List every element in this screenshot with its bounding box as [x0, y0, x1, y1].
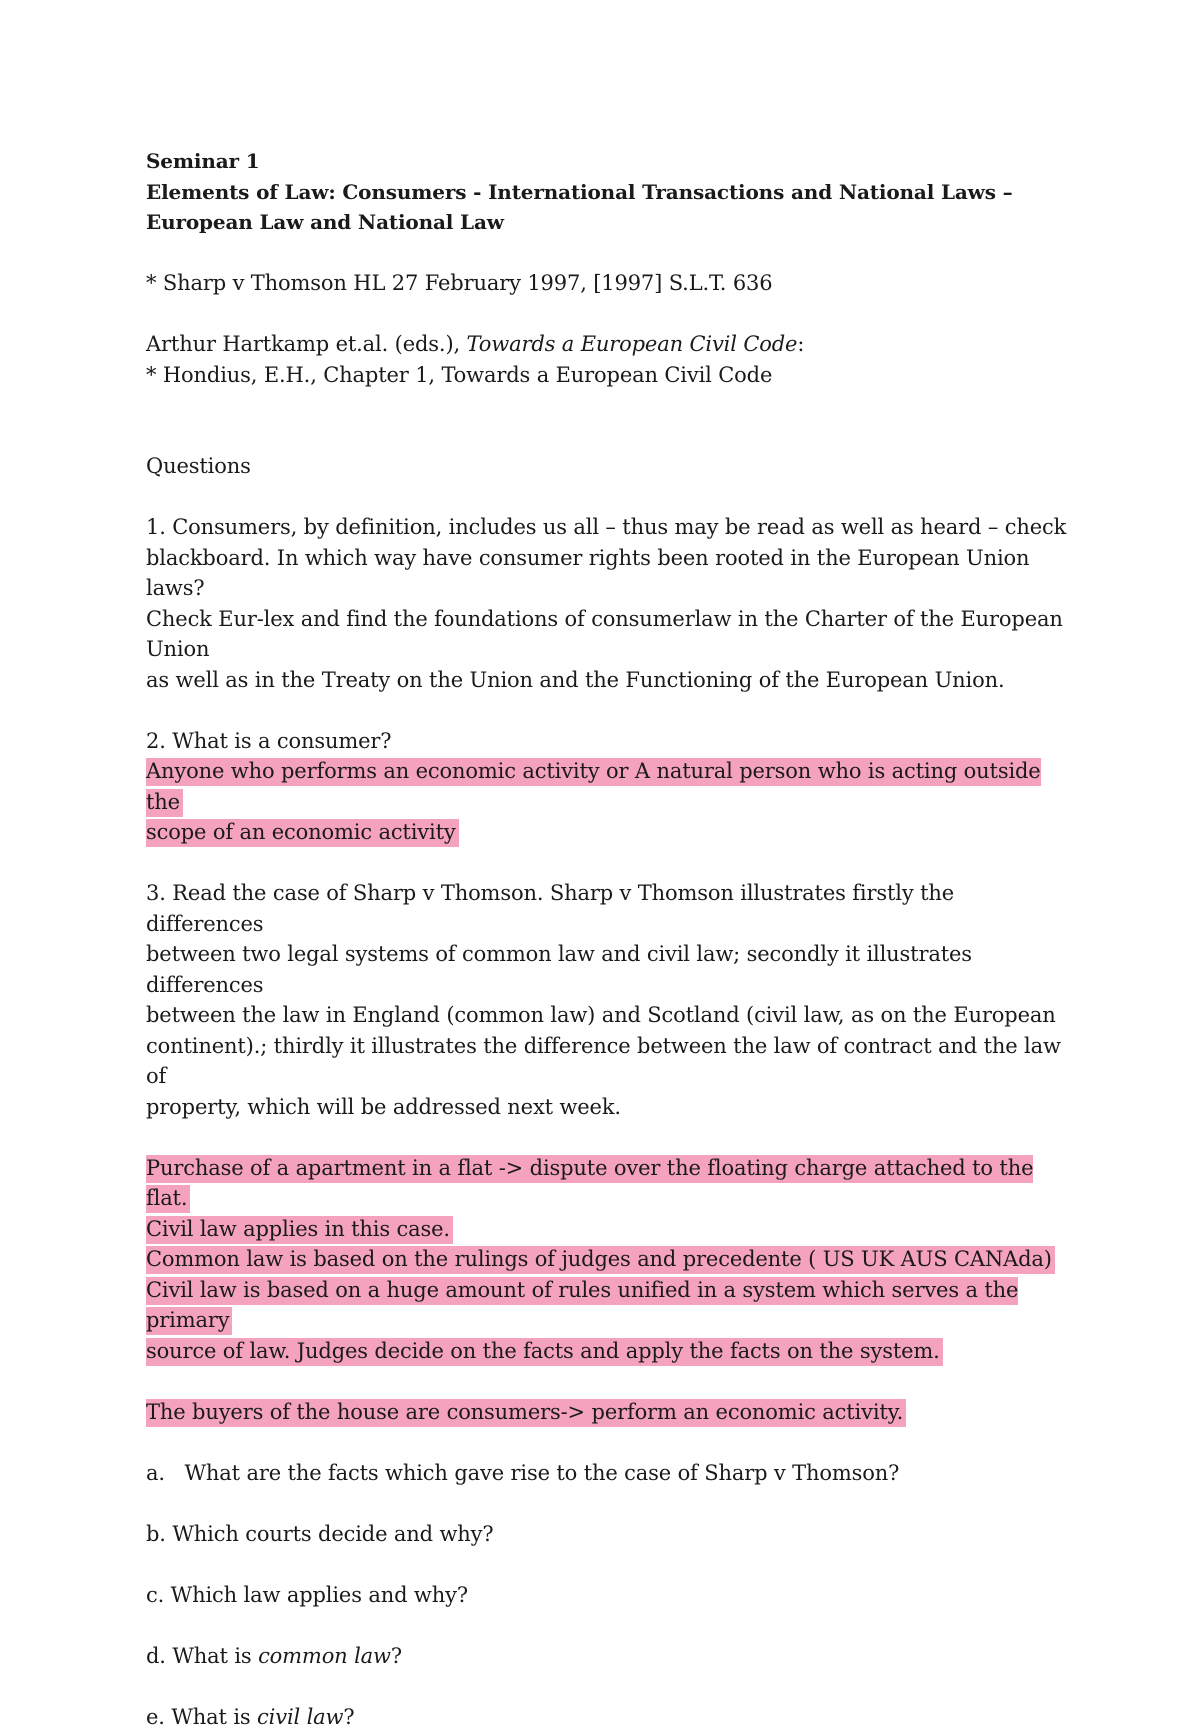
note-line-1: [146, 1153, 1076, 1214]
case-reference: * Sharp v Thomson HL 27 February 1997, [1997] S.L.T. 636: [146, 268, 1076, 299]
q2-answer-line-2: [146, 817, 1076, 848]
q3-line-4: continent).; thirdly it illustrates the difference between the law of contract and the law of: [146, 1031, 1076, 1092]
note-line-3: [146, 1244, 1076, 1275]
highlight: Civil law is based on a huge amount of rules unified in a system which serves a the primary: [146, 1277, 1018, 1336]
book-title: Towards a European Civil Code: [467, 332, 798, 356]
q3-line-2: between two legal systems of common law and civil law; secondly it illustrates differences: [146, 939, 1076, 1000]
seminar-label: Seminar 1: [146, 146, 1076, 177]
subquestion-d-suffix: ?: [391, 1644, 402, 1668]
subquestion-a: a. What are the facts which gave rise to the case of Sharp v Thomson?: [146, 1458, 1076, 1489]
subquestion-b: b. Which courts decide and why?: [146, 1519, 1076, 1550]
note-line-4: [146, 1275, 1076, 1336]
highlight: source of law. Judges decide on the facts and apply the facts on the system.: [146, 1338, 943, 1366]
q3-line-3: between the law in England (common law) and Scotland (civil law, as on the European: [146, 1000, 1076, 1031]
subquestion-e-prefix: e. What is: [146, 1705, 257, 1729]
highlight: Anyone who performs an economic activity or A natural person who is acting outside the: [146, 758, 1041, 817]
subquestion-e-term: civil law: [257, 1705, 343, 1729]
highlight: Purchase of a apartment in a flat -> dispute over the floating charge attached to the flat.: [146, 1155, 1033, 1214]
q2-question: 2. What is a consumer?: [146, 726, 1076, 757]
highlight: scope of an economic activity: [146, 819, 459, 847]
note-line-5: [146, 1336, 1076, 1367]
note-line-6: [146, 1397, 1076, 1428]
book-prefix: Arthur Hartkamp et.al. (eds.),: [146, 332, 467, 356]
highlight: Common law is based on the rulings of judges and precedente ( US UK AUS CANAda): [146, 1246, 1055, 1274]
q1-line-2: blackboard. In which way have consumer rights been rooted in the European Union laws?: [146, 543, 1076, 604]
book-reference: [146, 329, 1076, 360]
title-line-2: European Law and National Law: [146, 207, 1076, 238]
q3-line-5: property, which will be addressed next week.: [146, 1092, 1076, 1123]
subquestion-e-suffix: ?: [343, 1705, 354, 1729]
q3-line-1: 3. Read the case of Sharp v Thomson. Sharp v Thomson illustrates firstly the differences: [146, 878, 1076, 939]
subquestion-d: [146, 1641, 1076, 1672]
q1-line-4: as well as in the Treaty on the Union and the Functioning of the European Union.: [146, 665, 1076, 696]
highlight: Civil law applies in this case.: [146, 1216, 453, 1244]
highlight: The buyers of the house are consumers-> perform an economic activity.: [146, 1399, 906, 1427]
q1-line-3: Check Eur-lex and find the foundations of consumerlaw in the Charter of the European Union: [146, 604, 1076, 665]
title-line-1: Elements of Law: Consumers - International Transactions and National Laws –: [146, 177, 1076, 208]
chapter-reference: * Hondius, E.H., Chapter 1, Towards a European Civil Code: [146, 360, 1076, 391]
note-line-2: [146, 1214, 1076, 1245]
book-suffix: :: [797, 332, 804, 356]
subquestion-d-prefix: d. What is: [146, 1644, 258, 1668]
subquestion-e: [146, 1702, 1076, 1732]
q1-line-1: 1. Consumers, by definition, includes us all – thus may be read as well as heard – check: [146, 512, 1076, 543]
q2-answer-line-1: [146, 756, 1076, 817]
document-page: [146, 146, 1076, 1732]
subquestion-c: c. Which law applies and why?: [146, 1580, 1076, 1611]
subquestion-d-term: common law: [258, 1644, 391, 1668]
questions-heading: Questions: [146, 451, 1076, 482]
